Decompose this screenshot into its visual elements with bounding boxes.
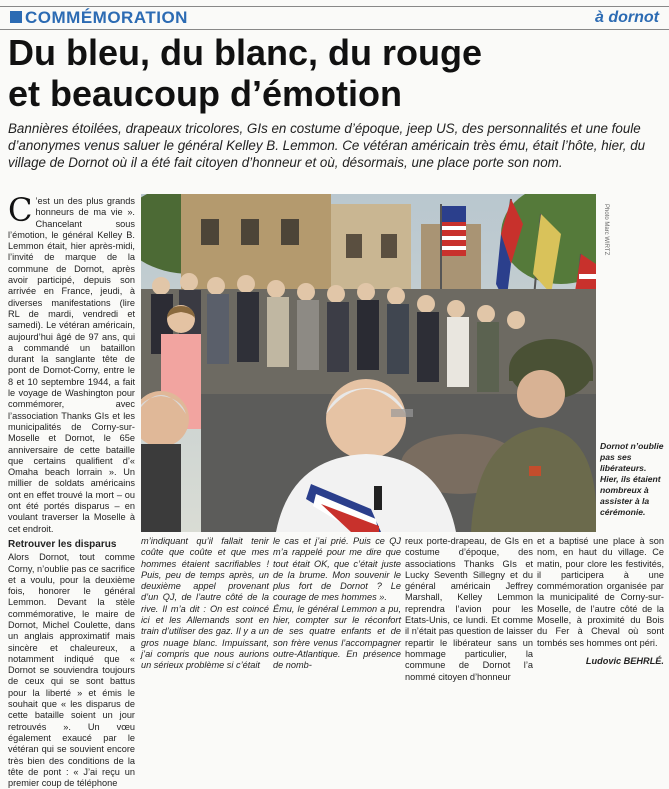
headline-line-1: Du bleu, du blanc, du rouge xyxy=(8,32,482,73)
ceremony-photo xyxy=(141,194,596,532)
ceremony-photo-illustration xyxy=(141,194,596,532)
photo-credit xyxy=(599,204,611,294)
paragraph-2: Alors Dornot, tout comme Corny, n’oublie pas ce sacrifice et a voulu, pour la deuxième fois, honorer le général Lemmon. Devant la stèle commémorative, le maire de Dornot, Michel Coulette, dans un anglais approximatif mais sincère et chaleureux, a notamment indiqué que « Dornot se souviendra toujours de ceux qui se sont battus pour la liberté » et émis le souhait que « les disparus de cette bataille soient un jour retrouvés ». Un vœu également exaucé par le vétéran qui se souvient encore très bien des conditions de la tête de pont : « J’ai reçu un premier coup de téléphone xyxy=(8,552,135,789)
article-column-1 xyxy=(8,191,135,789)
article-column-3 xyxy=(273,536,401,672)
article-lead: Bannières étoilées, drapeaux tricolores, GIs en costume d’époque, jeep US, des personnalités et une foule d’anonymes venus saluer le général Kelley B. Lemmon. Ce vétéran américain très ému, était l’hôte, hier, du village de Dornot où il a été fait citoyen d’honneur et où, désormais, une place porte son nom. xyxy=(8,121,646,170)
paragraph-1-text: ’est un des plus grands honneurs de ma vie ». Chancelant sous l’émotion, le général Kelley B. Lemmon était, hier après-midi, l’invité de marque de la commune de Dornot, après avoir participé, depuis son arrivée en France, jeudi, à diverses manifestations (lire RL de mardi, vendredi et samedi). Le vétéran américain, aujourd’hui âgé de 97 ans, qui a commandé un bataillon durant la sanglante tête de pont de Dornot-Corny, entre le 8 et 10 septembre 1944, a fait le voyage de Washington pour commémorer, avec l’association Thanks GIs et les municipalités de Corny-sur-Moselle et Dornot, le 65e anniversaire de cette bataille que certains qualifient d’« Omaha beach lorrain ». Un millier de soldats américains ont en effet trouvé la mort – ou ont été portés disparus – en voulant traverser la Moselle à cet endroit. xyxy=(8,196,135,534)
photo-caption: Dornot n’oublie pas ses libérateurs. Hier, ils étaient nombreux à assister à la cérémonie. xyxy=(600,441,664,517)
article-column-2 xyxy=(141,536,269,672)
rubric-bar xyxy=(0,6,669,30)
section-rubric: COMMÉMORATION xyxy=(25,8,188,27)
column-2-text: m’indiquant qu’il fallait tenir coûte que coûte et que mes hommes étaient sacrifiables ! Puis, peu de temps après, un deuxième appel provenant d’un QJ, de l’autre côté de la rive. Il m’a dit : On est coincé ici et les Allemands sont en train d’utiliser des gaz. Il y a un gros nuage blanc. Impuissant, j’ai compris que nous aurions un sérieux problème si c’était xyxy=(141,536,269,671)
headline-line-2: et beaucoup d’émotion xyxy=(8,73,403,114)
column-5-text: et a baptisé une place à son nom, en haut du village. Ce matin, pour clore les festivités, il participera à une commémoration organisée par la municipalité de Corny-sur-Moselle, de l’autre côté de la Moselle, à proximité du Bois du Fer à Cheval où sont tombés ses hommes ont péri. xyxy=(537,536,664,648)
column-4-text: reux porte-drapeau, de GIs en costume d’époque, des associations Thanks GIs et Lucky Seventh Sillegny et du général américain Jeffrey Marshall, Kelley Lemmon reprendra l’avion pour les Etats-Unis, ce lundi. Et comme il n’était pas question de laisser repartir le libérateur sans un hommage particulier, la commune de Dornot l’a nommé citoyen d’honneur xyxy=(405,536,533,682)
location-tag: à dornot xyxy=(595,9,659,26)
paragraph-1 xyxy=(8,191,135,535)
subheading: Retrouver les disparus xyxy=(8,538,117,550)
drop-cap: C xyxy=(8,191,33,229)
author-signature: Ludovic BEHRLÉ. xyxy=(585,655,664,666)
rubric-marker-icon xyxy=(10,11,22,23)
article-column-5 xyxy=(537,536,664,667)
headline xyxy=(8,32,608,114)
column-3-text: le cas et j’ai prié. Puis ce QJ m’a rappelé pour me dire que tout était OK, que c’était juste de la brume. Mon souvenir le plus fort de Dornot ? Le courage de mes hommes ». Ému, le général Lemmon a pu, hier, compter sur le réconfort de ses quatre enfants et de son frère venus l’accompagner outre-Atlantique. En présence de nomb- xyxy=(273,536,401,671)
article-column-4 xyxy=(405,536,533,683)
photo-credit-text: Photo Marc WIRTZ xyxy=(603,204,609,256)
